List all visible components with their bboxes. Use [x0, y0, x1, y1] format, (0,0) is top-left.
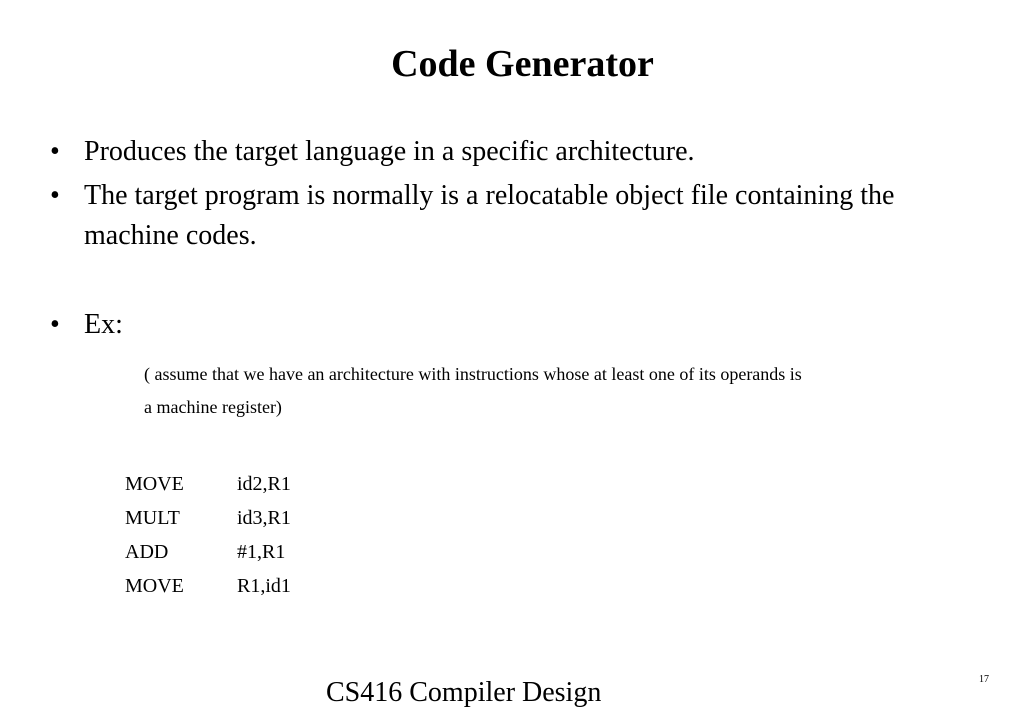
code-line: [125, 540, 285, 564]
instruction-operands: id3,R1: [237, 507, 291, 529]
instruction-operands: #1,R1: [237, 541, 286, 563]
bullet-text: Produces the target language in a specific architecture.: [84, 136, 695, 167]
example-note-line: ( assume that we have an architecture with instructions whose at least one of its operands is: [144, 364, 802, 384]
bullet-dot: •: [50, 309, 60, 340]
bullet-text: Ex:: [84, 309, 123, 340]
page-number: 17: [979, 674, 989, 685]
bullet-item: [50, 132, 970, 172]
instruction-opcode: ADD: [125, 541, 169, 563]
code-line: [125, 574, 291, 598]
code-line: [125, 506, 291, 530]
instruction-opcode: MOVE: [125, 473, 184, 495]
instruction-opcode: MULT: [125, 507, 180, 529]
bullet-dot: •: [50, 136, 60, 167]
bullet-dot: •: [50, 180, 60, 211]
slide-title: Code Generator: [391, 43, 654, 85]
bullet-text: The target program is normally is a relocatable object file containing the machine codes.: [84, 180, 895, 251]
code-line: [125, 472, 291, 496]
slide-footer: CS416 Compiler Design: [326, 677, 602, 708]
instruction-opcode: MOVE: [125, 575, 184, 597]
instruction-operands: id2,R1: [237, 473, 291, 495]
example-note-line: a machine register): [144, 397, 282, 417]
bullet-item: [50, 305, 970, 345]
instruction-operands: R1,id1: [237, 575, 291, 597]
bullet-item: [50, 176, 970, 256]
